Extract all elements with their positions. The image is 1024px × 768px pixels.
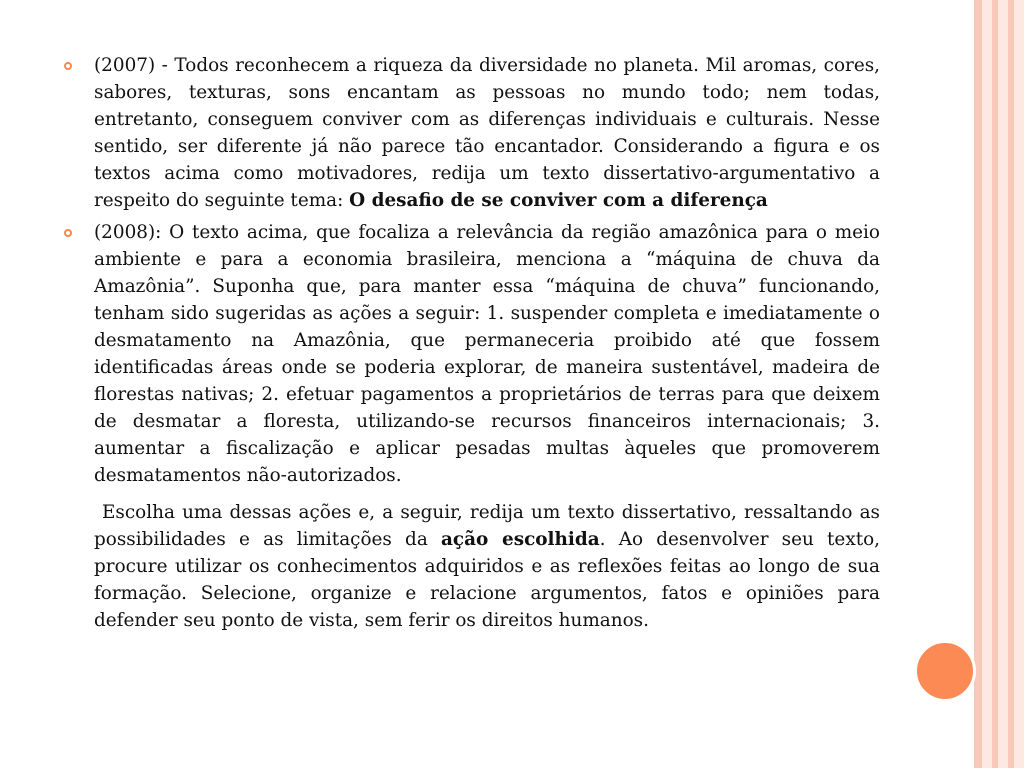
- bullet-icon: [64, 62, 72, 70]
- continuation-text: Escolha uma dessas ações e, a seguir, redija um texto dissertativo, ressaltando as possibilidades e as limitações da: [94, 502, 880, 550]
- continuation-paragraph: [62, 499, 880, 634]
- bullet-icon: [64, 229, 72, 237]
- continuation-emphasis: ação escolhida: [440, 529, 600, 550]
- stripe: [1014, 0, 1024, 768]
- item-text: (2007) - Todos reconhecem a riqueza da diversidade no planeta. Mil aromas, cores, sabores, texturas, sons encantam as pessoas no mundo todo; nem todas, entretanto, conseguem conviver com as diferenças individuais e culturais. Nesse sentido, ser diferente já não parece tão encantador. Considerando a figura e os textos acima como motivadores, redija um texto dissertativo-argumentativo a respeito do seguinte tema:: [94, 55, 880, 211]
- slide-content: [62, 52, 880, 639]
- bullet-item-2008: [62, 219, 880, 489]
- accent-circle: [914, 640, 976, 702]
- bullet-item-2007: [62, 52, 880, 214]
- continuation-text-end: . Ao desenvolver seu texto, procure utilizar os conhecimentos adquiridos e as reflexões feitas ao longo de sua formação. Selecione, organize e relacione argumentos, fatos e opiniões para defender seu ponto de vista, sem ferir os direitos humanos.: [94, 529, 880, 631]
- stripe: [974, 0, 982, 768]
- decorative-stripes: [974, 0, 1024, 768]
- stripe: [998, 0, 1008, 768]
- item-theme: O desafio de se conviver com a diferença: [349, 190, 768, 211]
- stripe: [982, 0, 992, 768]
- item-text: (2008): O texto acima, que focaliza a relevância da região amazônica para o meio ambiente e para a economia brasileira, menciona a “máquina de chuva da Amazônia”. Suponha que, para manter essa “máquina de chuva” funcionando, tenham sido sugeridas as ações a seguir: 1. suspender completa e imediatamente o desmatamento na Amazônia, que permaneceria proibido até que fossem identificadas áreas onde se poderia explorar, de maneira sustentável, madeira de florestas nativas; 2. efetuar pagamentos a proprietários de terras para que deixem de desmatar a floresta, utilizando-se recursos financeiros internacionais; 3. aumentar a fiscalização e aplicar pesadas multas àqueles que promoverem desmatamentos não-autorizados.: [94, 222, 880, 486]
